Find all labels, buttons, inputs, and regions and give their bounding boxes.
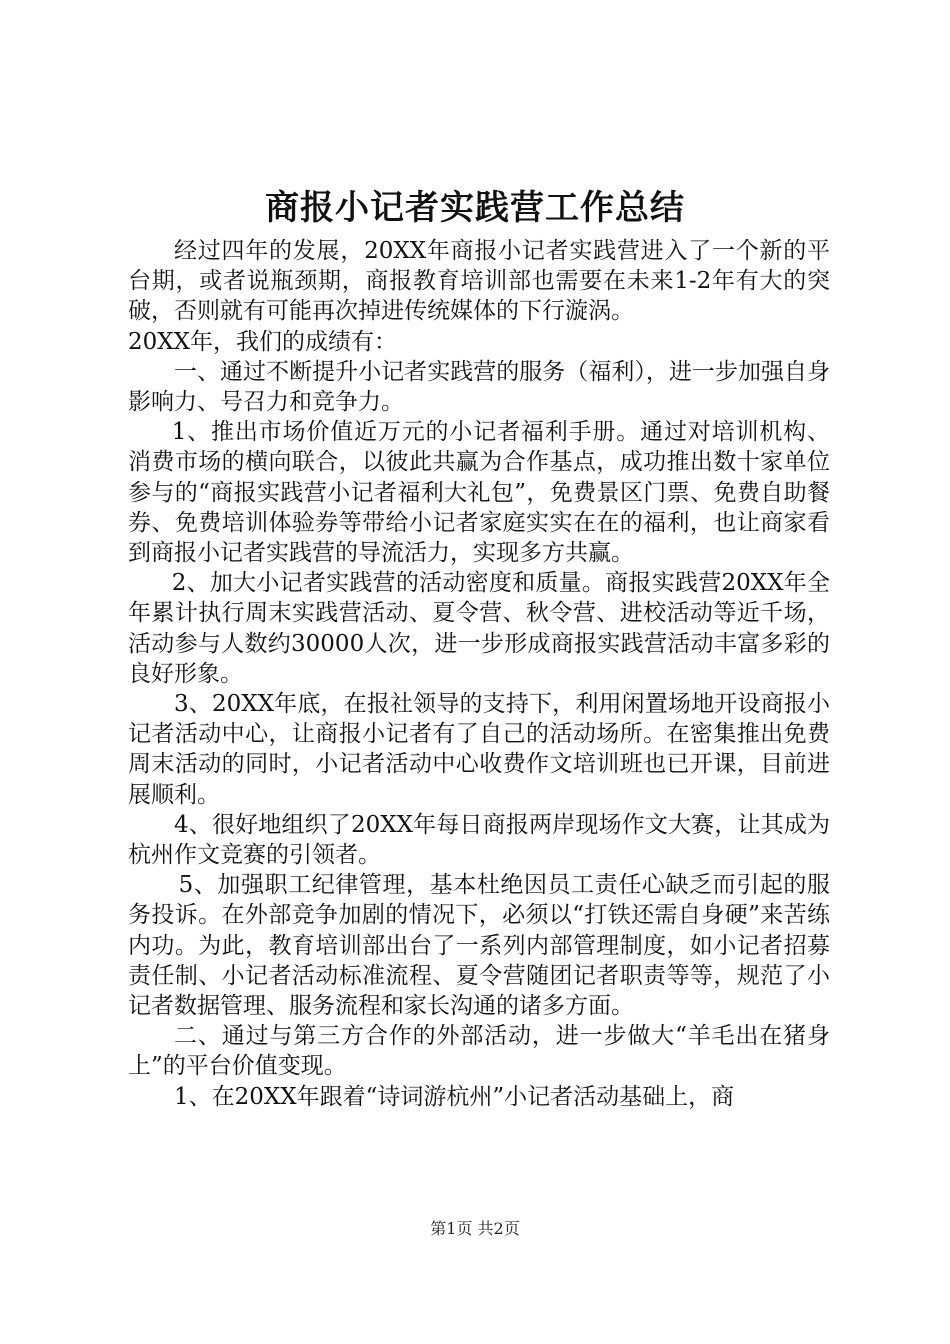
section-heading-two: 二、通过与第三方合作的外部活动，进一步做大“羊毛出在猪身上”的平台价值变现。	[128, 1023, 830, 1080]
document-body	[128, 236, 830, 1112]
page-footer: 第1页 共2页	[430, 1219, 520, 1238]
list-item-1-poetry-tour: 1、在20XX年跟着“诗词游杭州”小记者活动基础上，商	[174, 1083, 735, 1110]
list-item-4-writing-contest: 4、很好地组织了20XX年每日商报两岸现场作文大赛，让其成为杭州作文竞赛的引领者。	[128, 811, 830, 869]
list-item-3-activity-center: 3、20XX年底，在报社领导的支持下，利用闲置场地开设商报小记者活动中心，让商报小记者有了自己的活动场所。在密集推出免费周末活动的同时，小记者活动中心收费作文培训班也已开课，目前进展顺利。	[128, 691, 830, 808]
list-item-1-welfare-handbook: 1、推出市场价值近万元的小记者福利手册。通过对培训机构、消费市场的横向联合，以彼此共赢为合作基点，成功推出数十家单位参与的“商报实践营小记者福利大礼包”，免费景区门票、免费自助餐券、免费培训体验券等带给小记者家庭实实在在的福利，也让商家看到商报小记者实践营的导流活力，实现多方共赢。	[128, 419, 830, 567]
paragraph-achievements-lead: 20XX年，我们的成绩有：	[128, 328, 398, 355]
list-item-5-discipline: 5、加强职工纪律管理，基本杜绝因员工责任心缺乏而引起的服务投诉。在外部竞争加剧的情况下，必须以“打铁还需自身硬”来苦练内功。为此，教育培训部出台了一系列内部管理制度，如小记者招募责任制、小记者活动标准流程、夏令营随团记者职责等等，规范了小记者数据管理、服务流程和家长沟通的诸多方面。	[128, 872, 830, 1020]
paragraph-intro: 经过四年的发展，20XX年商报小记者实践营进入了一个新的平台期，或者说瓶颈期，商报教育培训部也需要在未来1-2年有大的突破，否则就有可能再次掉进传统媒体的下行漩涡。	[128, 238, 830, 325]
list-item-2-activity-density: 2、加大小记者实践营的活动密度和质量。商报实践营20XX年全年累计执行周末实践营活动、夏令营、秋令营、进校活动等近千场，活动参与人数约30000人次，进一步形成商报实践营活动丰富多彩的良好形象。	[128, 570, 830, 687]
document-title: 商报小记者实践营工作总结	[265, 188, 685, 228]
section-heading-one: 一、通过不断提升小记者实践营的服务（福利），进一步加强自身影响力、号召力和竞争力。	[128, 358, 830, 416]
